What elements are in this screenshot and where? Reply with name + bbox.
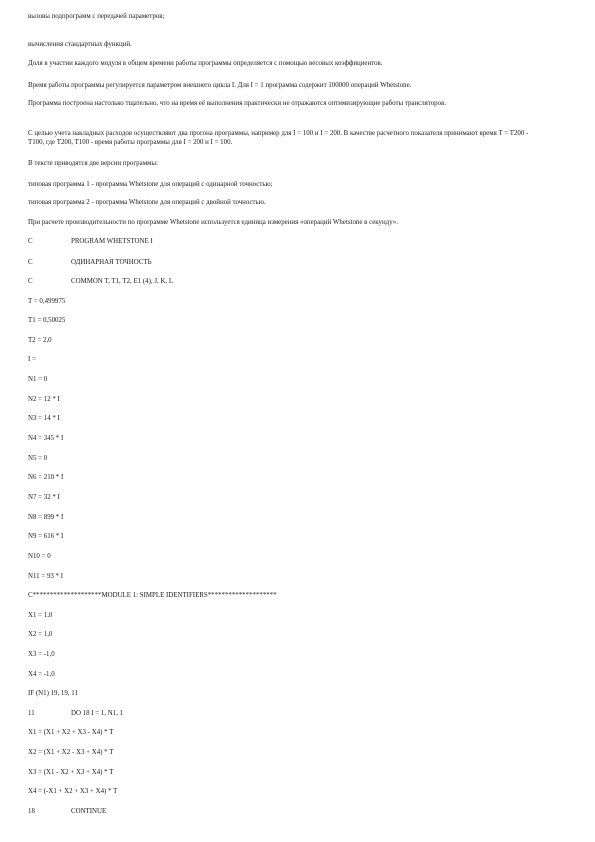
- code-line: [28, 277, 568, 286]
- code-statement: ОДИНАРНАЯ ТОЧНОСТЬ: [71, 259, 152, 266]
- code-label: 11: [28, 710, 35, 717]
- list-item: типовая программа 2 - программа Whetstone для операций с двойной точностью.: [28, 199, 266, 206]
- text-line: вызовы подпрограмм с передачей параметров;: [28, 13, 165, 20]
- code-line: X1 = 1,0: [28, 612, 53, 619]
- text-line: Время работы программы регулируется параметром внешнего цикла I. Для I = 1 программа содержит 100000 операций Whetstone.: [28, 82, 412, 89]
- code-line: N10 = 0: [28, 553, 51, 560]
- text-paragraph: С целью учета накладных расходов осуществляют два прогона программы, например для I = 100 и I = 200. В качестве расчетного показателя принимают время T = T200 - T100, где T200, T100 - время работы программы для I = 200 и I = 100.: [28, 130, 529, 146]
- code-line: X2 = 1,0: [28, 631, 53, 638]
- code-statement: DO 18 I = 1, N1, 1: [71, 710, 124, 717]
- code-line: X3 = (X1 - X2 + X3 + X4) * T: [28, 769, 114, 776]
- code-line: X4 = (-X1 + X2 + X3 + X4) * T: [28, 788, 118, 795]
- code-line: N2 = 12 * I: [28, 396, 60, 403]
- code-label: 18: [28, 808, 35, 815]
- code-line: [28, 258, 568, 267]
- code-line: [28, 807, 568, 816]
- code-line: X1 = (X1 + X2 + X3 - X4) * T: [28, 729, 114, 736]
- code-line: N7 = 32 * I: [28, 494, 60, 501]
- code-label: C: [28, 238, 33, 245]
- code-line: X3 = -1,0: [28, 651, 55, 658]
- code-line: N4 = 345 * I: [28, 435, 64, 442]
- code-line: N5 = 0: [28, 455, 48, 462]
- text-line: При расчете производительности по программе Whetstone используется единица измерения «операций Whetstone в секунду».: [28, 219, 398, 226]
- code-line: N11 = 93 * I: [28, 573, 64, 580]
- code-line: N3 = 14 * I: [28, 415, 60, 422]
- code-label: C: [28, 259, 33, 266]
- code-line: N6 = 210 * I: [28, 474, 64, 481]
- code-line: [28, 237, 568, 246]
- text-paragraph: Программа построена настолько тщательно, что на время её выполнения практически не отражаются оптимизирующие работы трансляторов.: [28, 100, 447, 107]
- code-statement: PROGRAM WHETSTONE I: [71, 238, 153, 245]
- code-line: N8 = 899 * I: [28, 514, 64, 521]
- code-statement: COMMON T, T1, T2, E1 (4), J, K, L: [71, 278, 174, 285]
- code-line: I =: [28, 356, 36, 363]
- code-line: X4 = -1,0: [28, 671, 55, 678]
- text-line: В тексте приводятся две версии программы:: [28, 160, 158, 167]
- code-line: T2 = 2,0: [28, 337, 52, 344]
- code-label: C: [28, 278, 33, 285]
- code-line: X2 = (X1 + X2 - X3 + X4) * T: [28, 749, 114, 756]
- code-statement: CONTINUE: [71, 808, 107, 815]
- code-line: N9 = 616 * I: [28, 533, 64, 540]
- code-line: T = 0,499975: [28, 298, 66, 305]
- code-line: IF (N1) 19, 19, 11: [28, 690, 78, 697]
- code-line: N1 = 0: [28, 376, 48, 383]
- code-line: T1 = 0,50025: [28, 317, 66, 324]
- code-comment-line: C********************MODULE 1: SIMPLE IDENTIFIERS********************: [28, 592, 277, 599]
- list-item: типовая программа 1 - программа Whetstone для операций с одинарной точностью;: [28, 181, 273, 188]
- code-line: [28, 709, 568, 718]
- text-line: вычисления стандартных функций.: [28, 41, 132, 48]
- text-line: Доля в участии каждого модуля в общем времени работы программы определяется с помощью весовых коэффициентов.: [28, 60, 383, 67]
